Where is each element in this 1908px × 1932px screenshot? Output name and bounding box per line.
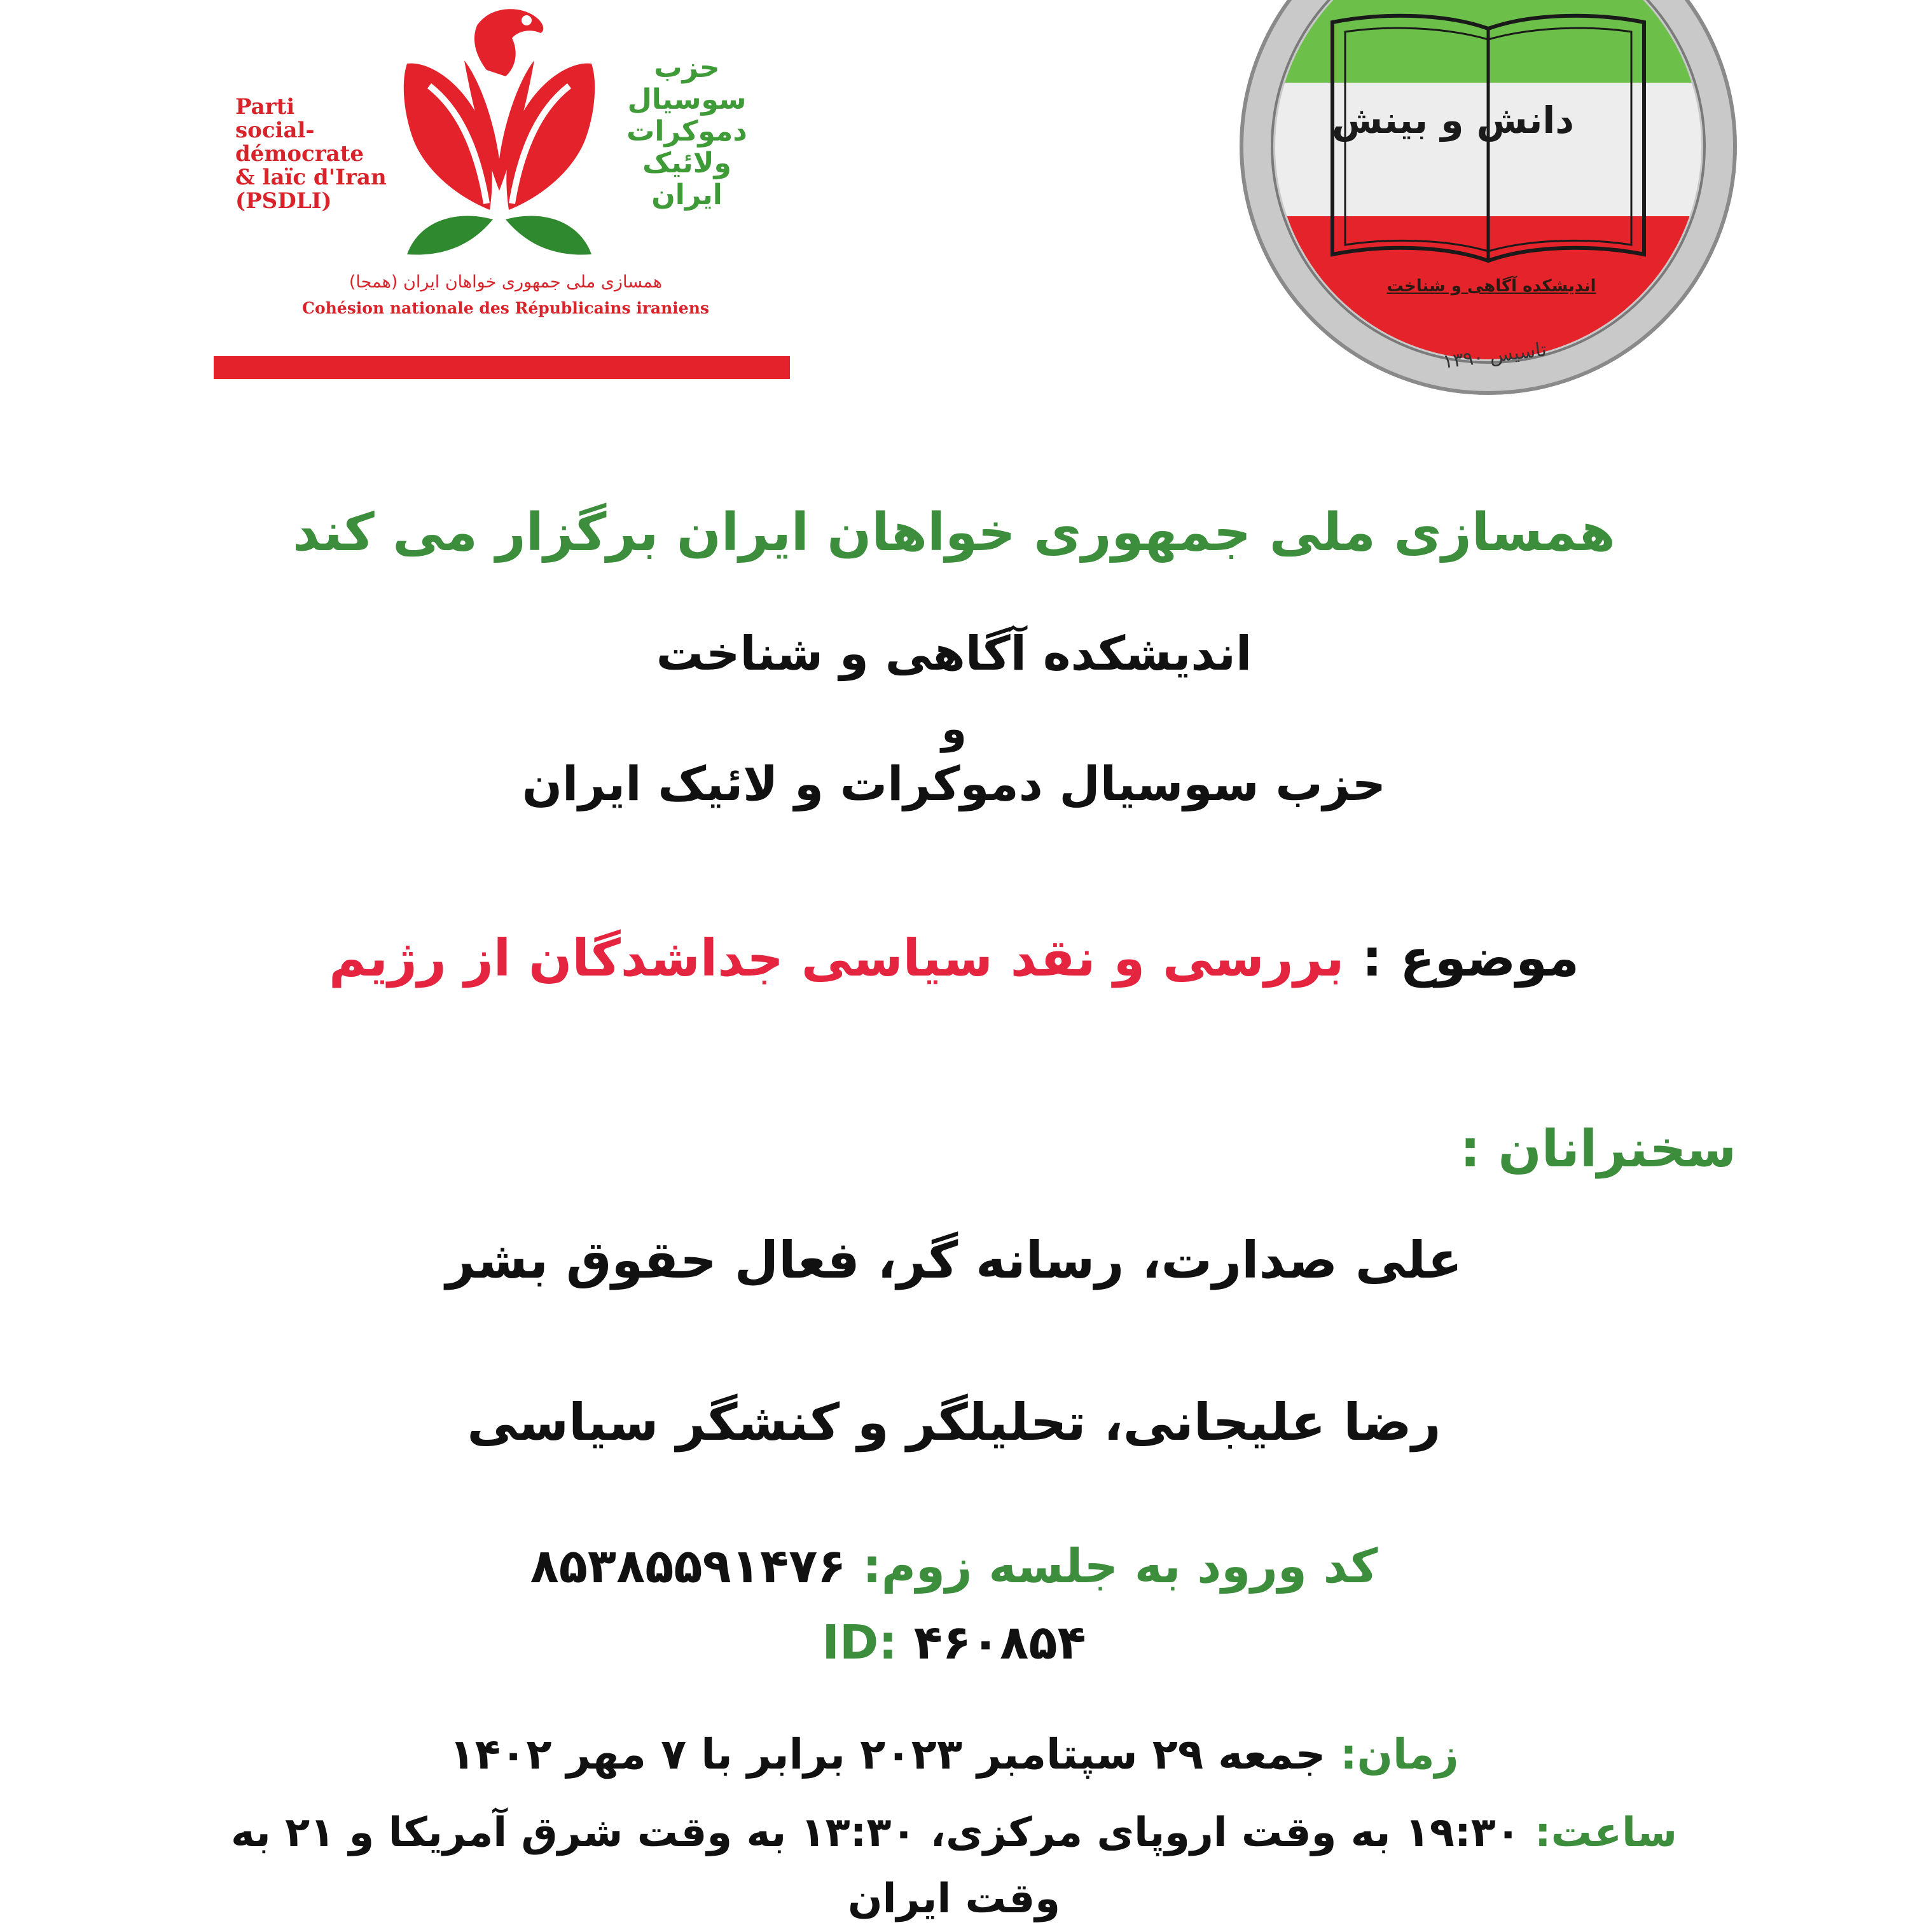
seal-emblem-icon (1234, 0, 1743, 401)
organizer-institute: اندیشکده آگاهی و شناخت (656, 626, 1252, 681)
seal-book-title: دانش و بینش (1332, 99, 1574, 142)
id-value: ۴۶۰۸۵۴ (913, 1615, 1086, 1670)
zoom-line (0, 1539, 1908, 1594)
time-label: ساعت: (1534, 1809, 1678, 1856)
topic-line (0, 928, 1908, 988)
psdli-logo (210, 0, 801, 382)
topic-title: بررسی و نقد سیاسی جداشدگان از رژیم (329, 928, 1345, 988)
date-label: زمان: (1340, 1730, 1459, 1779)
speakers-label: سخنرانان : (1460, 1119, 1736, 1178)
time-line (191, 1800, 1717, 1932)
id-label: ID: (822, 1615, 897, 1670)
organizer-party: حزب سوسیال دموکرات و لائیک ایران (522, 757, 1386, 811)
topic-label: موضوع : (1362, 928, 1579, 988)
psdli-french-name: Parti social- démocrate & laïc d'Iran (PSDLI) (235, 94, 387, 214)
seal-founded-year: تاسیس ۱۳۹۰ (1441, 338, 1548, 373)
date-value: جمعه ۲۹ سپتامبر ۲۰۲۳ برابر با ۷ مهر ۱۴۰۲ (449, 1730, 1326, 1779)
psdli-tagline-french: Cohésion nationale des Républicains iraniens (302, 299, 709, 317)
psdli-red-bar (214, 356, 790, 379)
zoom-label: کد ورود به جلسه زوم: (862, 1539, 1378, 1594)
speaker-1: علی صدارت، رسانه گر، فعال حقوق بشر (445, 1231, 1463, 1290)
zoom-code: ۸۵۳۸۵۵۹۱۴۷۶ (530, 1539, 847, 1594)
psdli-persian-name: حزب سوسیال دموکرات ولائیک ایران (626, 52, 747, 211)
seal-institute-name: اندیشکده آگاهی و شناخت (1386, 277, 1596, 296)
psdli-tagline-persian: همسازی ملی جمهوری خواهان ایران (همجا) (349, 272, 663, 292)
hosts-line: همسازی ملی جمهوری خواهان ایران برگزار می کند (293, 502, 1615, 563)
time-value: ۱۹:۳۰ به وقت اروپای مرکزی، ۱۳:۳۰ به وقت شرق آمریکا و ۲۱ به وقت ایران (230, 1809, 1521, 1922)
date-line (0, 1730, 1908, 1779)
institute-seal (1234, 0, 1743, 401)
organizer-conjunction: و (941, 706, 967, 753)
speaker-2: رضا علیجانی، تحلیلگر و کنشگر سیاسی (467, 1393, 1441, 1452)
id-line (0, 1615, 1908, 1670)
